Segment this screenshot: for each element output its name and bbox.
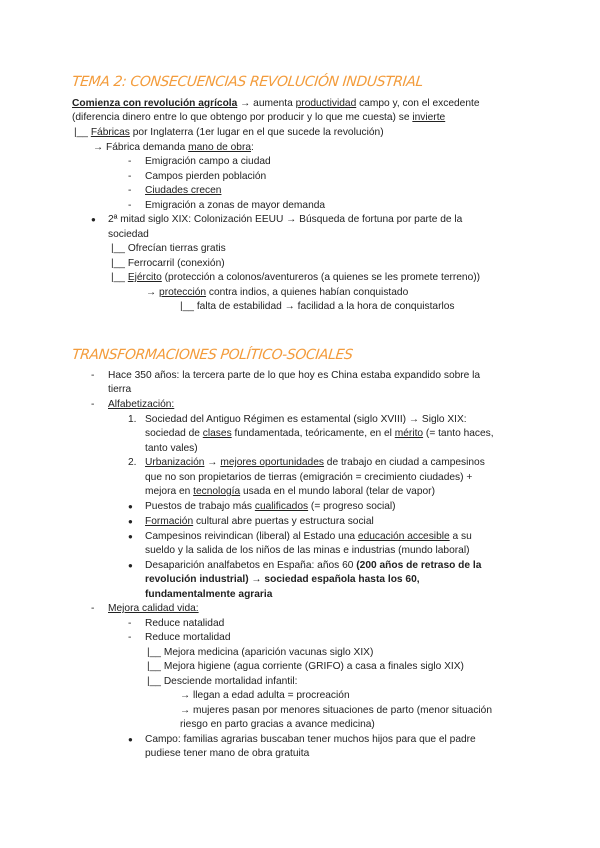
dash-marker: - <box>128 171 132 182</box>
campo-line-2: pudiese tener mano de obra gratuita <box>145 748 310 759</box>
falta-line <box>180 300 455 313</box>
sub-item-higiene <box>147 660 464 673</box>
sub-item-text: Desciende mortalidad infantil: <box>163 676 298 687</box>
list-item: Campos pierden población <box>145 171 267 182</box>
dash-marker: - <box>128 156 132 167</box>
puestos-line <box>145 500 396 513</box>
text: → <box>204 457 221 468</box>
mejora-calidad-heading: Mejora calidad vida: <box>108 603 199 614</box>
bullet-marker: ● <box>128 561 133 570</box>
text: mejora en <box>145 486 194 497</box>
hace-line-2: tierra <box>108 384 132 395</box>
dash-marker: - <box>128 618 132 629</box>
sub-item-ejercito <box>111 271 480 284</box>
formacion-line <box>145 515 374 528</box>
intro-text: campo y, con el excedente <box>356 98 480 109</box>
list-item: Emigración campo a ciudad <box>145 156 271 167</box>
fabricas-text: por Inglaterra (1er lugar en el que sucede la revolución) <box>129 127 384 138</box>
cualificados-term: cualificados <box>254 501 309 512</box>
analfabetos-line-3: fundamentalmente agraria <box>145 589 273 600</box>
arrow-text: → <box>146 287 160 298</box>
colonizacion-line-1: 2ª mitad siglo XIX: Colonización EEUU → Búsqueda de fortuna por parte de la <box>108 214 463 225</box>
pipe-marker: |__ <box>74 127 88 138</box>
sub-item-mortalidad-infantil <box>147 675 297 688</box>
sub-item-ferrocarril <box>111 257 225 270</box>
text: usada en el mundo laboral (telar de vapor) <box>240 486 435 497</box>
intro-underline: productividad <box>295 98 357 109</box>
bullet-marker: ● <box>128 517 133 526</box>
demanda-text: → Fábrica demanda <box>93 142 189 153</box>
bullet-marker: ● <box>128 532 133 541</box>
section-title-consecuencias: TEMA 2: CONSECUENCIAS REVOLUCIÓN INDUSTRIAL <box>71 74 424 90</box>
mujeres-line-1: → mujeres pasan por menores situaciones de parto (menor situación <box>180 705 493 716</box>
pipe-marker: |__ <box>111 272 125 283</box>
demanda-line <box>93 141 254 154</box>
sub-item-text: Mejora higiene (agua corriente (GRIFO) a casa a finales siglo XIX) <box>163 661 464 672</box>
hace-line-1: Hace 350 años: la tercera parte de lo que hoy es China estaba expandido sobre la <box>108 370 481 381</box>
formacion-term: Formación <box>145 516 194 527</box>
oportunidades-term: mejores oportunidades <box>220 457 324 468</box>
sociedad-line-1: Sociedad del Antiguo Régimen es estamental (siglo XVIII) → Siglo XIX: <box>145 414 467 425</box>
analfabetos-line-2: revolución industrial) → sociedad española hasta los 60, <box>145 574 420 585</box>
pipe-marker: |__ <box>111 243 125 254</box>
bullet-marker: ● <box>128 502 133 511</box>
pipe-marker: |__ <box>147 661 161 672</box>
pipe-marker: |__ <box>147 647 161 658</box>
intro-bold: Comienza con revolución agrícola <box>72 98 238 109</box>
sub-item-medicina <box>147 646 373 659</box>
ejercito-term: Ejército <box>127 272 162 283</box>
text: (= tanto haces, <box>423 428 494 439</box>
dash-marker: - <box>128 200 132 211</box>
intro-underline: invierte <box>412 112 446 123</box>
sub-item-text: Mejora medicina (aparición vacunas siglo XIX) <box>163 647 374 658</box>
campo-line-1: Campo: familias agrarias buscaban tener muchos hijos para que el padre <box>145 734 476 745</box>
falta-text: falta de estabilidad → facilidad a la hora de conquistarlos <box>196 301 455 312</box>
text: a su <box>449 531 472 542</box>
dash-marker: - <box>91 399 95 410</box>
sub-item-ofrecian <box>111 242 226 255</box>
bullet-marker: ● <box>91 215 96 224</box>
campesinos-line-2: sueldo y la salida de los niños de las minas e industrias (mundo laboral) <box>145 545 470 556</box>
dash-marker: - <box>128 632 132 643</box>
pipe-marker: |__ <box>111 258 125 269</box>
alfabetizacion-heading: Alfabetización: <box>108 399 175 410</box>
urbanizacion-line-1 <box>145 456 485 469</box>
sociedad-line-2 <box>145 427 494 440</box>
list-item: Reduce natalidad <box>145 618 225 629</box>
proteccion-line <box>146 286 408 299</box>
campesinos-line-1 <box>145 530 472 543</box>
urbanizacion-term: Urbanización <box>145 457 205 468</box>
text: fundamentada, teóricamente, en el <box>231 428 395 439</box>
tecnologia-term: tecnología <box>193 486 241 497</box>
intro-text: → aumenta <box>237 98 296 109</box>
dash-marker: - <box>91 603 95 614</box>
urbanizacion-line-3 <box>145 485 435 498</box>
text: cultural abre puertas y estructura social <box>193 516 374 527</box>
number-marker: 1. <box>128 414 137 425</box>
demanda-term: mano de obra <box>188 142 252 153</box>
list-item: Reduce mortalidad <box>145 632 231 643</box>
proteccion-text: contra indios, a quienes habían conquistado <box>206 287 409 298</box>
list-item: Emigración a zonas de mayor demanda <box>145 200 326 211</box>
pipe-marker: |__ <box>147 676 161 687</box>
educacion-term: educación accesible <box>357 531 450 542</box>
sub-item-text: Ferrocarril (conexión) <box>127 258 225 269</box>
merito-term: mérito <box>394 428 424 439</box>
fabricas-term: Fábricas <box>90 127 130 138</box>
clases-term: clases <box>202 428 232 439</box>
analfabetos-line-1 <box>145 559 481 572</box>
text: sociedad de <box>145 428 203 439</box>
mujeres-line-2: riesgo en parto gracias a avance medicina) <box>180 719 375 730</box>
sub-item-text: (protección a colonos/aventureros (a quienes se les promete terreno)) <box>161 272 481 283</box>
text: de trabajo en ciudad a campesinos <box>323 457 485 468</box>
list-item: Ciudades crecen <box>145 185 222 196</box>
text: (= progreso social) <box>308 501 396 512</box>
dash-marker: - <box>128 185 132 196</box>
sociedad-line-3: tanto vales) <box>145 443 198 454</box>
proteccion-term: protección <box>159 287 207 298</box>
text: Campesinos reivindican (liberal) al Estado una <box>145 531 358 542</box>
bold-text: (200 años de retraso de la <box>356 560 482 571</box>
text: Puestos de trabajo más <box>145 501 255 512</box>
edad-adulta-line: → llegan a edad adulta = procreación <box>180 690 350 701</box>
intro-text: (diferencia dinero entre lo que obtengo por producir y lo que me cuesta) se <box>72 112 413 123</box>
colonizacion-line-2: sociedad <box>108 229 149 240</box>
section-title-transformaciones: TRANSFORMACIONES POLÍTICO-SOCIALES <box>71 347 354 363</box>
urbanizacion-line-2: que no son propietarios de tierras (emigración = crecimiento ciudades) + <box>145 472 473 483</box>
number-marker: 2. <box>128 457 137 468</box>
sub-item-text: Ofrecían tierras gratis <box>127 243 226 254</box>
demanda-text: : <box>251 142 254 153</box>
intro-line-1 <box>72 97 480 110</box>
intro-line-2 <box>72 111 445 124</box>
fabricas-line <box>74 126 384 139</box>
bullet-marker: ● <box>128 735 133 744</box>
pipe-marker: |__ <box>180 301 194 312</box>
text: Desaparición analfabetos en España: años 60 <box>145 560 357 571</box>
dash-marker: - <box>91 370 95 381</box>
